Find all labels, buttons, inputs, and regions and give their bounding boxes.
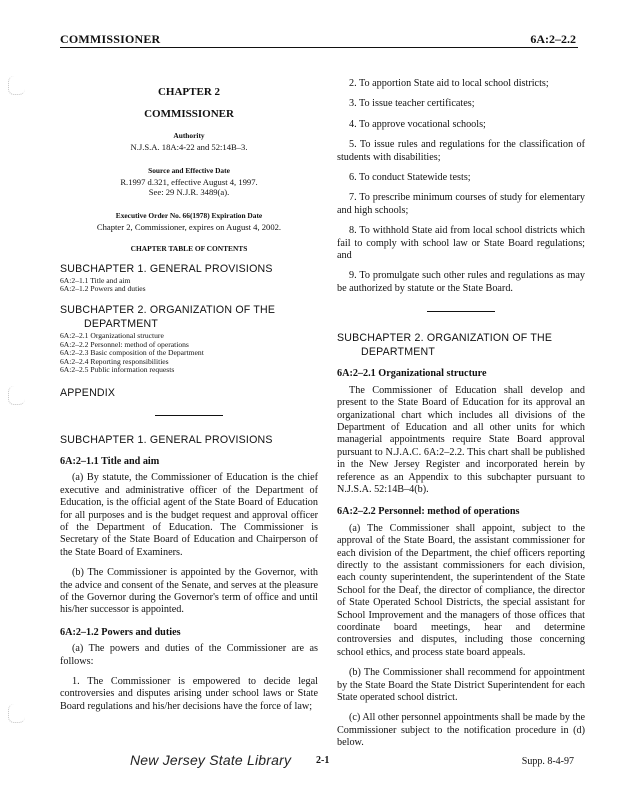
library-watermark: New Jersey State Library xyxy=(130,752,292,768)
section-6a-2-1-1-b: (b) The Commissioner is appointed by the Governor, with the advice and consent of the Senate, and serves at the pleasure of the Governor during the Governor's term of office and until his/her successor is appointed. xyxy=(60,567,318,616)
source-text-1: R.1997 d.321, effective August 4, 1997. xyxy=(120,176,258,187)
section-6a-2-1-2-heading: 6A:2–1.2 Powers and duties xyxy=(60,626,181,638)
left-column xyxy=(60,78,318,721)
source-label: Source and Effective Date xyxy=(148,165,230,175)
toc-label: CHAPTER TABLE OF CONTENTS xyxy=(130,243,248,253)
running-header-section: 6A:2–2.2 xyxy=(530,32,576,46)
powers-item: 9. To promulgate such other rules and regulations as may be authorized by statute or the State Board. xyxy=(337,270,585,294)
toc-item: 6A:2–2.5 Public information requests xyxy=(60,365,175,375)
authority-label: Authority xyxy=(173,130,205,140)
chapter-number: CHAPTER 2 xyxy=(157,86,221,98)
powers-item: 3. To issue teacher certificates; xyxy=(349,98,475,110)
toc-item: 6A:2–1.2 Powers and duties xyxy=(60,284,146,294)
powers-item: 6. To conduct Statewide tests; xyxy=(349,172,471,184)
margin-punch-mark xyxy=(8,76,25,95)
section-6a-2-1-2-a: (a) The powers and duties of the Commissioner are as follows: xyxy=(60,643,318,667)
subchapter-2-heading: SUBCHAPTER 2. ORGANIZATION OF THE xyxy=(337,332,553,345)
powers-item: 4. To approve vocational schools; xyxy=(349,118,486,130)
subchapter-1-heading: SUBCHAPTER 1. GENERAL PROVISIONS xyxy=(60,433,273,446)
powers-item: 8. To withhold State aid from local school districts which fail to comply with school law or State Board regulations; and xyxy=(337,225,585,262)
section-divider xyxy=(155,415,223,416)
subchapter-2-heading-cont: DEPARTMENT xyxy=(361,346,436,359)
toc-item: 6A:2–1.1 Title and aim xyxy=(60,275,131,285)
powers-item: 5. To issue rules and regulations for the classification of students with disabilities; xyxy=(337,139,585,163)
margin-punch-mark xyxy=(8,704,25,723)
supplement-date: Supp. 8-4-97 xyxy=(521,756,574,767)
toc-item: 6A:2–2.4 Reporting responsibilities xyxy=(60,356,169,366)
toc-subchapter-2-cont: DEPARTMENT xyxy=(84,318,159,330)
toc-subchapter-2: SUBCHAPTER 2. ORGANIZATION OF THE xyxy=(60,304,276,316)
executive-order-text: Chapter 2, Commissioner, expires on August 4, 2002. xyxy=(96,221,282,232)
section-divider xyxy=(427,311,495,312)
toc-item: 6A:2–2.2 Personnel: method of operations xyxy=(60,339,189,349)
toc-item: 6A:2–2.3 Basic composition of the Department xyxy=(60,348,204,358)
section-6a-2-1-1-heading: 6A:2–1.1 Title and aim xyxy=(60,455,160,467)
header-rule xyxy=(60,47,578,48)
toc-item: 6A:2–2.1 Organizational structure xyxy=(60,331,164,340)
section-6a-2-2-2-b: (b) The Commissioner shall recommend for appointment by the State Board the State District Superintendent for each State operated school district. xyxy=(337,667,585,704)
right-column xyxy=(337,78,585,758)
toc-subchapter-1-list xyxy=(60,277,318,294)
margin-punch-mark xyxy=(8,386,25,405)
powers-item: 2. To apportion State aid to local school districts; xyxy=(349,78,549,89)
section-6a-2-2-2-c: (c) All other personnel appointments shall be made by the Commissioner subject to the notification procedure in (d) below. xyxy=(337,712,585,749)
running-header-title: COMMISSIONER xyxy=(60,32,161,46)
source-text-2: See: 29 N.J.R. 3489(a). xyxy=(148,186,230,197)
section-6a-2-2-1-heading: 6A:2–2.1 Organizational structure xyxy=(337,368,487,380)
toc-subchapter-2-list xyxy=(60,332,318,375)
toc-appendix: APPENDIX xyxy=(60,386,116,399)
section-6a-2-1-1-a: (a) By statute, the Commissioner of Education is the chief executive and administrative officer of the Department of Education, is the official agent of the State Board of Education for all purposes and is the budget request and approval officer of the Department of Education. The Commissioner is Secretary of the State Board of Education and Chairperson of the State Board of Examiners. xyxy=(60,472,318,558)
section-6a-2-2-2-heading: 6A:2–2.2 Personnel: method of operations xyxy=(337,506,520,518)
page-number: 2-1 xyxy=(316,755,330,766)
powers-item: 7. To prescribe minimum courses of study for elementary and high schools; xyxy=(337,192,585,216)
executive-order-label: Executive Order No. 66(1978) Expiration Date xyxy=(115,210,263,220)
section-6a-2-1-2-item-1: 1. The Commissioner is empowered to decide legal controversies and disputes arising under school laws or State Board regulations and his/her decisions have the force of law; xyxy=(60,676,318,712)
section-6a-2-2-1-text: The Commissioner of Education shall develop and present to the State Board of Education for its approval an organizational chart which includes all divisions of the Department of Education and all other units for which managerial appointments require State Board approval pursuant to N.J.A.C. 6A:2–2.2. This chart shall be published in the New Jersey Register and incorporated herein by reference as an Appendix to this subchapter pursuant to N.J.S.A. 52:14B–4(b). xyxy=(337,384,585,495)
toc-subchapter-1: SUBCHAPTER 1. GENERAL PROVISIONS xyxy=(60,262,273,275)
chapter-title: COMMISSIONER xyxy=(144,108,234,121)
section-6a-2-2-2-a: (a) The Commissioner shall appoint, subject to the approval of the State Board, the assistant commissioner for each division of the Department, the chief officers reporting directly to the assistant commissioners for each division, each county superintendent, the superintendent of the State School for the Deaf, the director of compliance, the director of State Operated School Districts, the special assistant for School Improvement and the managers of those offices that coordinate board meetings, hear and determine controversies and disputes, including those concerning school ethics, and process state board appeals. xyxy=(337,522,585,658)
authority-text: N.J.S.A. 18A:4-22 and 52:14B–3. xyxy=(130,141,248,152)
